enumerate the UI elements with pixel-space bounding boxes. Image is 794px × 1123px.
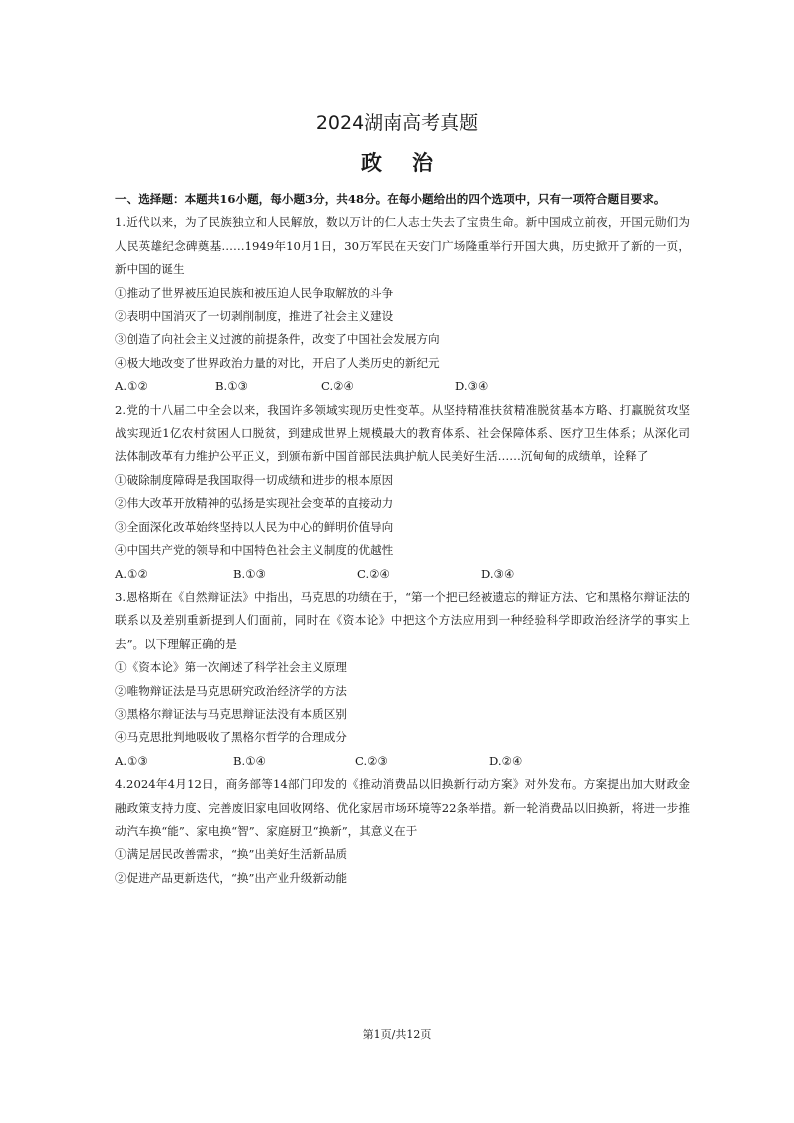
option-a: A.①② xyxy=(115,566,148,581)
question-1-item-4: ④极大地改变了世界政治力量的对比，开启了人类历史的新纪元 xyxy=(115,355,440,370)
option-d: D.③④ xyxy=(455,379,489,394)
question-2-item-3: ③全面深化改革始终坚持以人民为中心的鲜明价值导向 xyxy=(115,519,394,534)
section-header: 一、选择题：本题共16小题，每小题3分，共48分。在每小题给出的四个选项中，只有一项符合题目要求。 xyxy=(115,192,666,206)
question-3-item-2: ②唯物辩证法是马克思研究政治经济学的方法 xyxy=(115,683,347,698)
option-c: C.②④ xyxy=(357,566,390,581)
question-1-item-1: ①推动了世界被压迫民族和被压迫人民争取解放的斗争 xyxy=(115,285,394,300)
question-2-item-4: ④中国共产党的领导和中国特色社会主义制度的优越性 xyxy=(115,543,394,558)
option-c: C.②④ xyxy=(321,379,354,394)
option-d: D.③④ xyxy=(481,566,515,581)
question-1-item-3: ③创造了向社会主义过渡的前提条件，改变了中国社会发展方向 xyxy=(115,332,440,347)
option-d: D.②④ xyxy=(489,753,523,768)
question-4-stem: 4.2024年4月12日，商务部等14部门印发的《推动消费品以旧换新行动方案》对外发布。方案提出加大财政金融政策支持力度、完善废旧家电回收网络、优化家居市场环境等22条举措。新一轮消费品以旧换新，将进一步推动汽车换“能”、家电换“智”、家庭厨卫“换新”，其意义在于 xyxy=(115,777,690,838)
question-2-options xyxy=(115,563,690,586)
option-b: B.①④ xyxy=(233,753,266,768)
option-b: B.①③ xyxy=(233,566,266,581)
question-3-options xyxy=(115,750,690,773)
question-4-item-2: ②促进产品更新迭代，“换”出产业升级新动能 xyxy=(115,870,348,885)
option-a: A.①③ xyxy=(115,753,148,768)
question-2-item-1: ①破除制度障碍是我国取得一切成绩和进步的根本原因 xyxy=(115,472,394,487)
question-3-item-3: ③黑格尔辩证法与马克思辩证法没有本质区别 xyxy=(115,706,347,721)
question-4-item-1: ①满足居民改善需求，“换”出美好生活新品质 xyxy=(115,847,348,862)
question-1-options xyxy=(115,375,690,398)
question-3-item-1: ①《资本论》第一次阐述了科学社会主义原理 xyxy=(115,660,347,675)
option-a: A.①② xyxy=(115,379,148,394)
page-title: 2024湖南高考真题 xyxy=(315,112,479,134)
question-1-stem: 1.近代以来，为了民族独立和人民解放，数以万计的仁人志士失去了宝贵生命。新中国成立前夜，开国元勋们为人民英雄纪念碑奠基……1949年10月1日，30万军民在天安门广场隆重举行开国大典，历史掀开了新的一页，新中国的诞生 xyxy=(115,215,690,277)
question-1-item-2: ②表明中国消灭了一切剥削制度，推进了社会主义建设 xyxy=(115,309,394,324)
page-footer: 第1页/共12页 xyxy=(362,1028,432,1041)
question-3-stem: 3.恩格斯在《自然辩证法》中指出，马克思的功绩在于，“第一个把已经被遗忘的辩证方法、它和黑格尔辩证法的联系以及差别重新提到人们面前，同时在《资本论》中把这个方法应用到一种经验科学即政治经济学的事实上去”。以下理解正确的是 xyxy=(115,589,690,651)
exam-content xyxy=(115,188,690,890)
option-c: C.②③ xyxy=(355,753,388,768)
question-2-stem: 2.党的十八届二中全会以来，我国许多领域实现历史性变革。从坚持精准扶贫精准脱贫基本方略、打赢脱贫攻坚战实现近1亿农村贫困人口脱贫，到建成世界上规模最大的教育体系、社会保障体系、医疗卫生体系；从深化司法体制改革有力维护公平正义，到颁布新中国首部民法典护航人民美好生活……沉甸甸的成绩单，诠释了 xyxy=(115,402,690,464)
question-2-item-2: ②伟大改革开放精神的弘扬是实现社会变革的直接动力 xyxy=(115,496,394,511)
option-b: B.①③ xyxy=(215,379,248,394)
subject-title: 政治 xyxy=(361,151,463,175)
question-3-item-4: ④马克思批判地吸收了黑格尔哲学的合理成分 xyxy=(115,730,347,745)
